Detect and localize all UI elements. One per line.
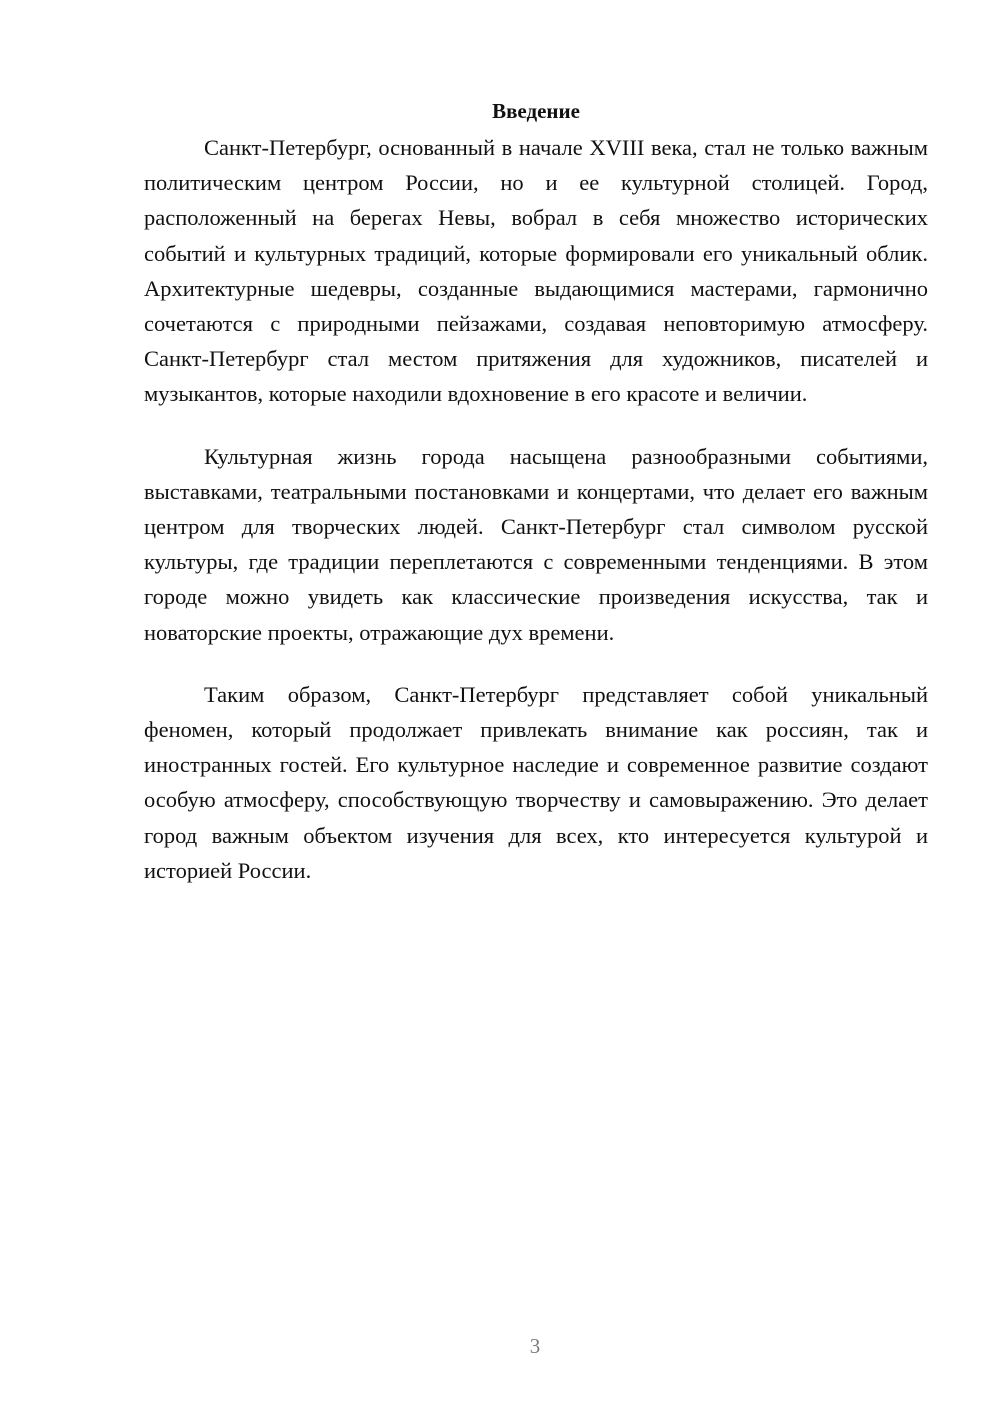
- page-number: 3: [529, 1334, 541, 1358]
- paragraph-2: Культурная жизнь города насыщена разнообразными событиями, выставками, театральными постановками и концертами, что делает его важным центром для творческих людей. Санкт-Петербург стал символом русской культуры, где традиции переплетаются с современными тенденциями. В этом городе можно увидеть как классические произведения искусства, так и новаторские проекты, отражающие дух времени.: [144, 443, 928, 645]
- section-title: Введение: [492, 99, 580, 123]
- page-content: [144, 96, 928, 888]
- paragraph-1: Санкт-Петербург, основанный в начале XVIII века, стал не только важным политическим центром России, но и ее культурной столицей. Город, расположенный на берегах Невы, вобрал в себя множество исторических событий и культурных традиций, которые формировали его уникальный облик. Архитектурные шедевры, созданные выдающимися мастерами, гармонично сочетаются с природными пейзажами, создавая неповторимую атмосферу. Санкт-Петербург стал местом притяжения для художников, писателей и музыкантов, которые находили вдохновение в его красоте и величии.: [144, 135, 928, 407]
- paragraph-3: Таким образом, Санкт-Петербург представляет собой уникальный феномен, который продолжает привлекать внимание как россиян, так и иностранных гостей. Его культурное наследие и современное развитие создают особую атмосферу, способствующую творчеству и самовыражению. Это делает город важным объектом изучения для всех, кто интересуется культурой и историей России.: [144, 681, 928, 883]
